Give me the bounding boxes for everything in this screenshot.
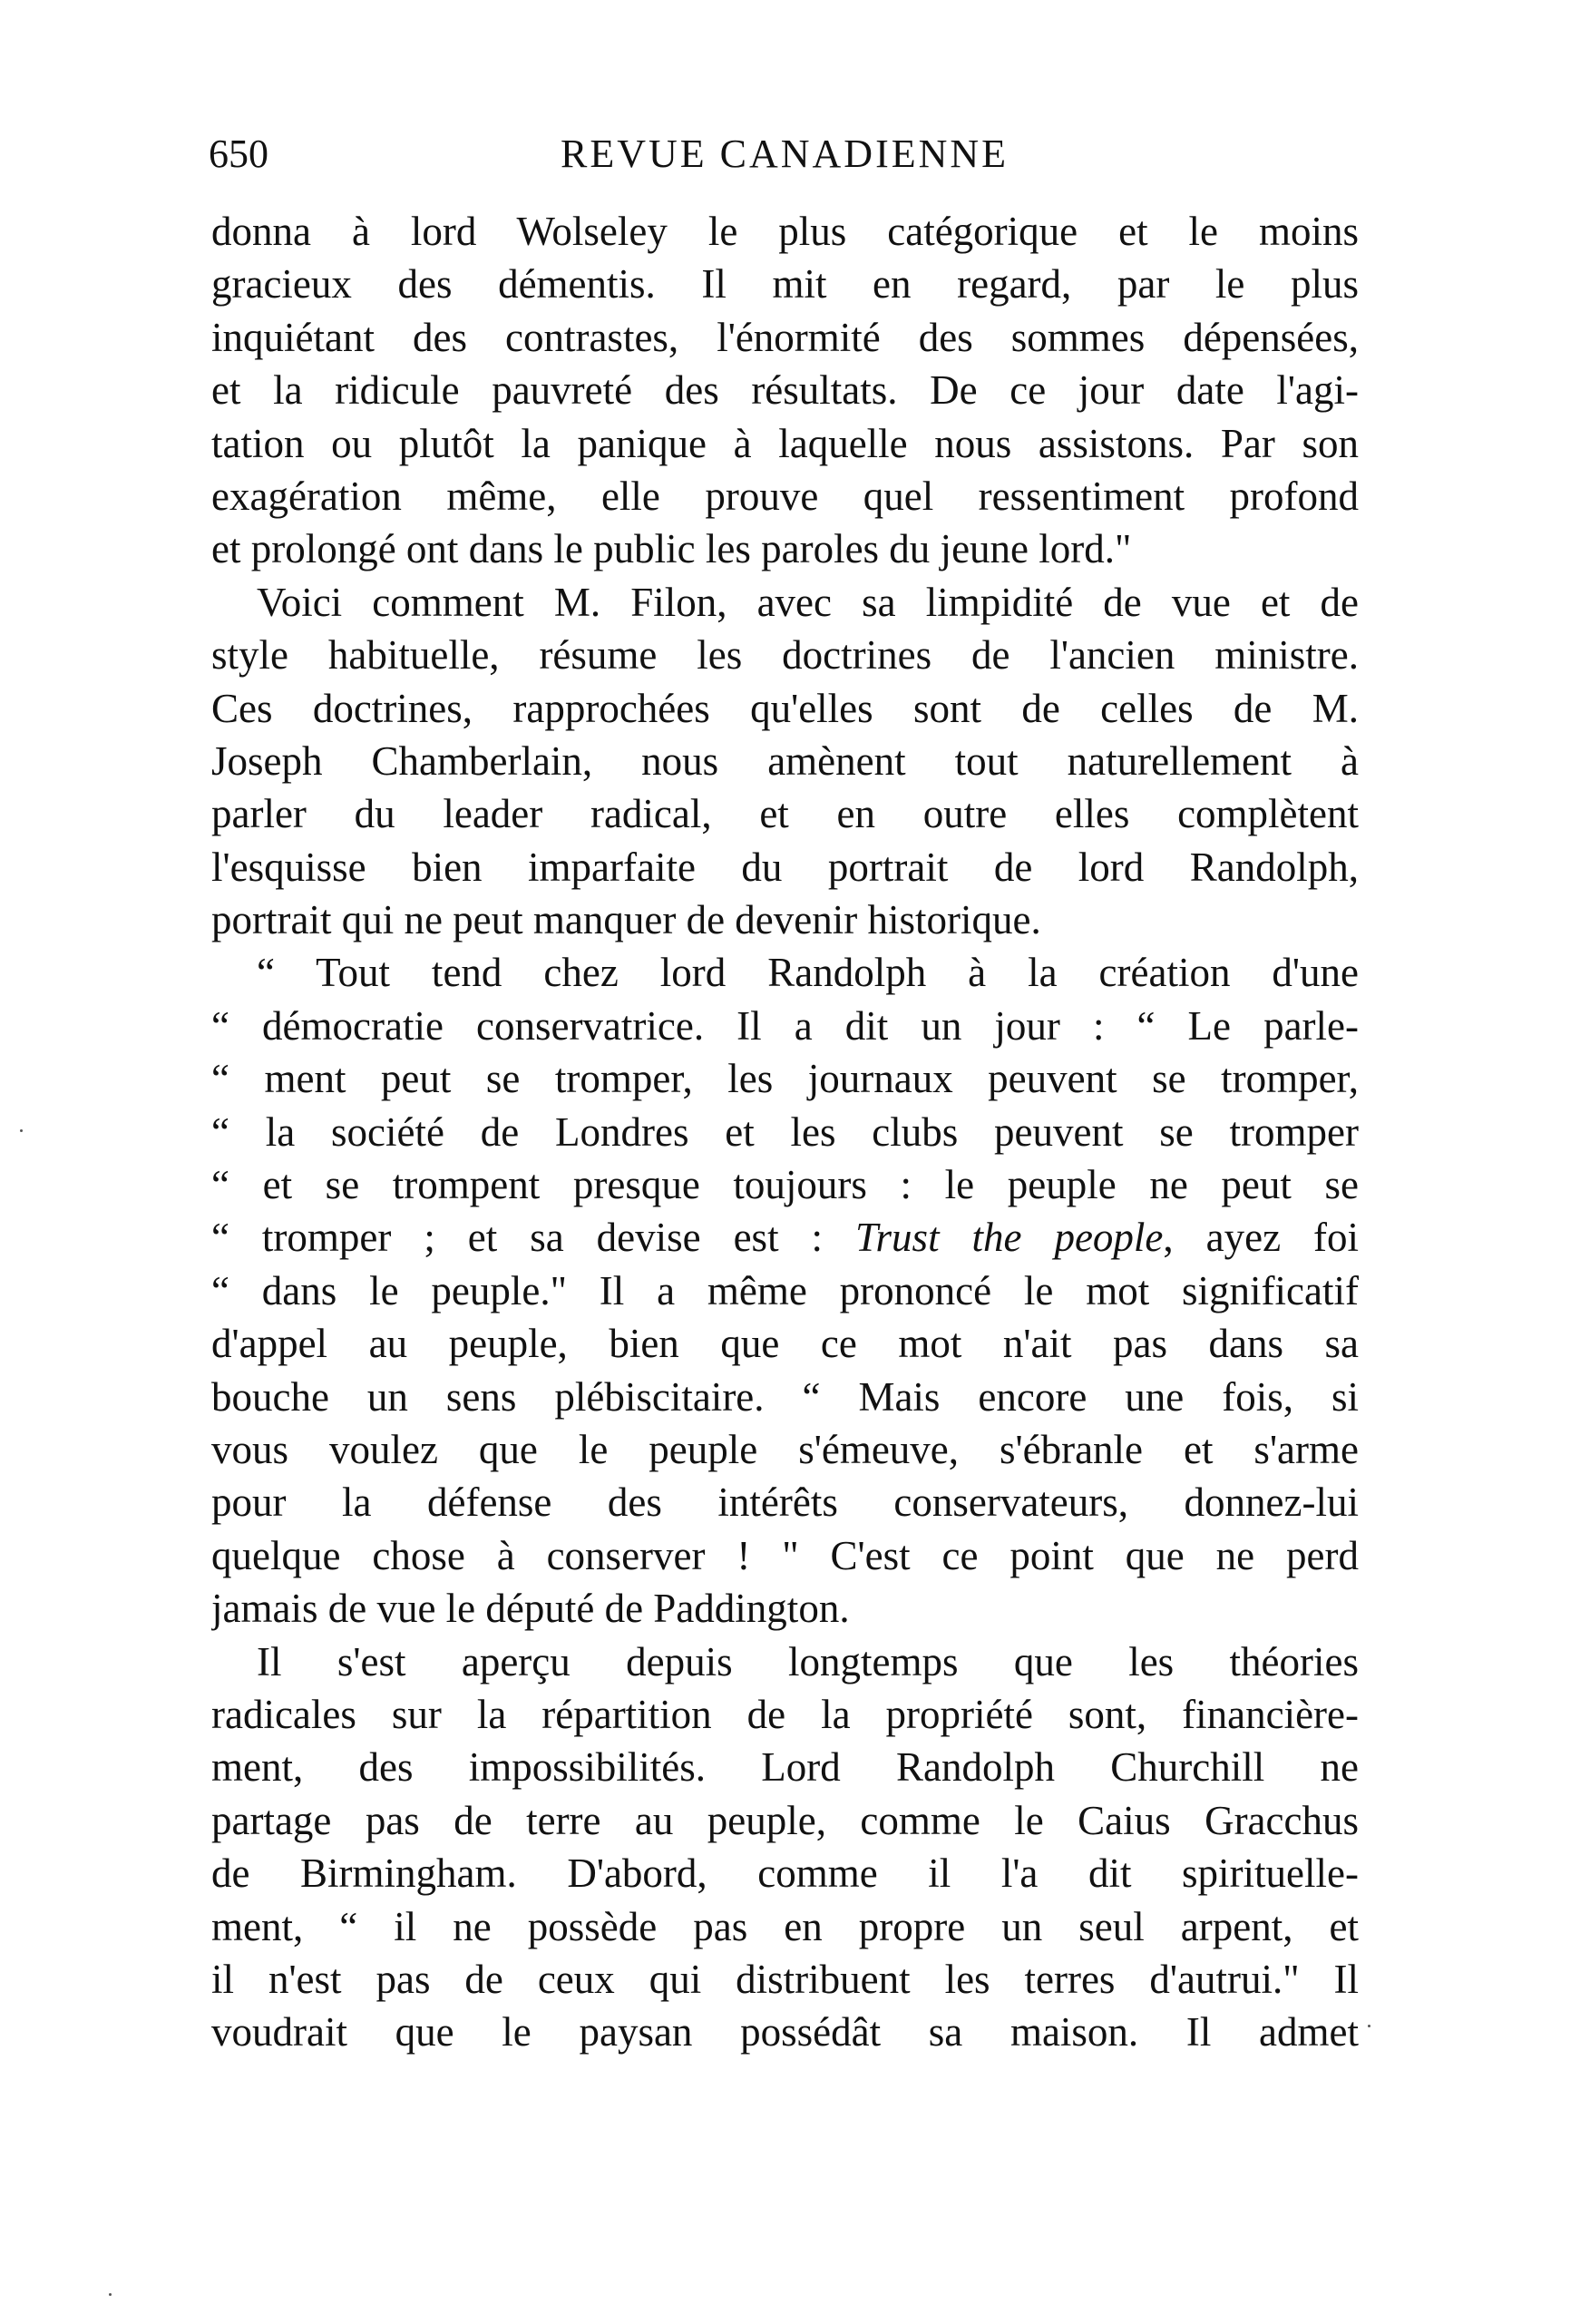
text-line: jamais de vue le député de Paddington. xyxy=(211,1586,850,1632)
text-line: style habituelle, résume les doctrines de l'ancien ministre. xyxy=(211,632,1359,679)
text-line: partage pas de terre au peuple, comme le Caius Gracchus xyxy=(211,1797,1359,1843)
scan-speck xyxy=(109,2293,112,2296)
text-segment: , ayez foi xyxy=(1163,1215,1359,1261)
text-line: Il s'est aperçu depuis longtemps que les théories xyxy=(257,1638,1359,1684)
text-line: pour la défense des intérêts conservateurs, donnez-lui xyxy=(211,1479,1359,1526)
text-line: Ces doctrines, rapprochées qu'elles sont de celles de M. xyxy=(211,685,1359,731)
text-line: de Birmingham. D'abord, comme il l'a dit spirituelle- xyxy=(211,1850,1359,1897)
text-line: vous voulez que le peuple s'émeuve, s'ébranle et s'arme xyxy=(211,1426,1359,1472)
text-line: radicales sur la répartition de la propriété sont, financière- xyxy=(211,1691,1359,1737)
text-line: d'appel au peuple, bien que ce mot n'ait pas dans sa xyxy=(211,1321,1359,1367)
paragraph-3 xyxy=(211,946,1359,1635)
text-line: et la ridicule pauvreté des résultats. De ce jour date l'agi- xyxy=(211,367,1359,414)
text-line: Joseph Chamberlain, nous amènent tout naturellement à xyxy=(211,737,1359,784)
text-line: gracieux des démentis. Il mit en regard, par le plus xyxy=(211,261,1359,308)
text-line: quelque chose à conserver ! " C'est ce point que ne perd xyxy=(211,1532,1359,1578)
running-head: REVUE CANADIENNE xyxy=(560,132,1009,176)
page-header xyxy=(209,127,1361,181)
text-line: “ et se trompent presque toujours : le peuple ne peut se xyxy=(211,1162,1359,1208)
paragraph-1 xyxy=(211,205,1359,576)
paragraph-2 xyxy=(211,576,1359,947)
italic-phrase: Trust the people xyxy=(855,1215,1164,1261)
text-line: bouche un sens plébiscitaire. “ Mais encore une fois, si xyxy=(211,1373,1359,1420)
scan-speck xyxy=(1368,2025,1370,2027)
page-number: 650 xyxy=(209,132,268,176)
text-line: ment, des impossibilités. Lord Randolph Churchill ne xyxy=(211,1744,1359,1791)
text-line: “ la société de Londres et les clubs peuvent se tromper xyxy=(211,1108,1359,1155)
text-line: “ démocratie conservatrice. Il a dit un jour : “ Le parle- xyxy=(211,1002,1359,1049)
text-line: ment, “ il ne possède pas en propre un seul arpent, et xyxy=(211,1903,1359,1949)
text-line: inquiétant des contrastes, l'énormité des sommes dépensées, xyxy=(211,314,1359,360)
text-line: Voici comment M. Filon, avec sa limpidité de vue et de xyxy=(257,579,1359,625)
text-segment: “ tromper ; et sa devise est : xyxy=(211,1215,855,1261)
paragraph-4 xyxy=(211,1636,1359,2059)
text-line: “ ment peut se tromper, les journaux peuvent se tromper, xyxy=(211,1056,1359,1102)
text-line: l'esquisse bien imparfaite du portrait de lord Randolph, xyxy=(211,844,1359,890)
text-line: et prolongé ont dans le public les paroles du jeune lord." xyxy=(211,526,1132,572)
text-line: voudrait que le paysan possédât sa maison. Il admet xyxy=(211,2009,1359,2055)
body-text xyxy=(211,205,1359,2059)
text-line-with-italic xyxy=(211,1211,1359,1264)
text-line: il n'est pas de ceux qui distribuent les terres d'autrui." Il xyxy=(211,1956,1359,2002)
text-line: parler du leader radical, et en outre elles complètent xyxy=(211,791,1359,837)
text-line: “ dans le peuple." Il a même prononcé le mot significatif xyxy=(211,1267,1359,1313)
text-line: exagération même, elle prouve quel ressentiment profond xyxy=(211,473,1359,519)
text-line: donna à lord Wolseley le plus catégorique et le moins xyxy=(211,209,1359,254)
text-line: portrait qui ne peut manquer de devenir historique. xyxy=(211,897,1041,943)
text-line: tation ou plutôt la panique à laquelle nous assistons. Par son xyxy=(211,420,1359,466)
scan-speck xyxy=(20,1129,23,1132)
text-line: “ Tout tend chez lord Randolph à la création d'une xyxy=(257,950,1359,996)
